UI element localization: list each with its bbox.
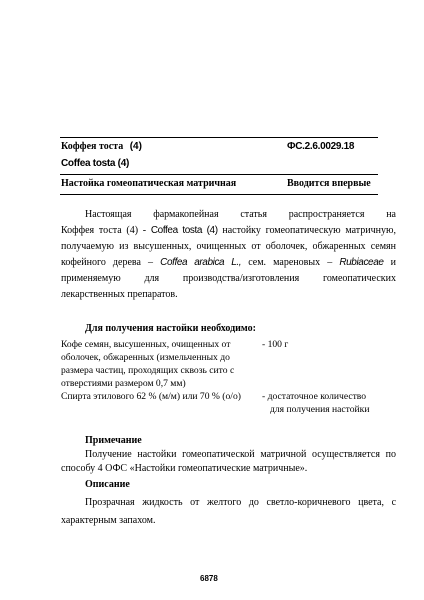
- description-word: жидкость: [142, 497, 183, 508]
- note-line: [85, 449, 396, 460]
- note-line-last: способу 4 ОФС «Настойки гомеопатические матричные».: [61, 463, 308, 474]
- intro-word: производства/изготовления: [182, 273, 300, 284]
- intro-word: Коффея тоста (4): [61, 225, 139, 236]
- intro-word: –: [327, 257, 333, 268]
- header-bottom-rule: [60, 194, 378, 195]
- title-ru-text: Коффея тоста: [61, 141, 124, 152]
- intro-word: на: [386, 209, 396, 220]
- intro-word: настойку гомеопатическую матричную,: [222, 225, 396, 236]
- note-word: осуществляется: [312, 449, 380, 460]
- intro-line: [61, 273, 396, 284]
- intro-word: кофейного дерева: [61, 257, 141, 268]
- item2-text: Спирта этилового 62 % (м/м) или 70 % (о/о): [61, 391, 241, 402]
- article-title-ru: [61, 141, 142, 152]
- note-word: матричной: [260, 449, 307, 460]
- article-subtitle: Настойка гомеопатическая матричная: [61, 178, 237, 189]
- note-word: гомеопатической: [182, 449, 255, 460]
- intro-word-latin: Coffea arabica L.,: [160, 257, 242, 268]
- intro-line-last: лекарственных препаратов.: [61, 289, 178, 300]
- intro-word: и: [390, 257, 396, 268]
- description-word: Прозрачная: [85, 497, 135, 508]
- intro-word: применяемую: [61, 273, 121, 284]
- description-heading: Описание: [85, 479, 130, 490]
- article-title-latin: Coffea tosta (4): [61, 158, 129, 169]
- header-mid-rule: [60, 174, 378, 175]
- description-line: [85, 497, 396, 508]
- intro-line: [61, 241, 396, 252]
- item2-amount-line: для получения настойки: [270, 404, 370, 415]
- introduced-note: Вводится впервые: [287, 178, 371, 189]
- header-top-rule: [60, 137, 378, 138]
- item1-line: оболочек, обжаренных (измельченных до: [61, 352, 230, 363]
- intro-line: [85, 209, 396, 220]
- intro-word: сем. мареновых: [248, 257, 321, 268]
- intro-line: [61, 257, 396, 268]
- note-word: по: [385, 449, 396, 460]
- item1-amount: - 100 г: [262, 339, 289, 350]
- note-word: Получение: [85, 449, 132, 460]
- item1-line: размера частиц, проходящих сквозь сито с: [61, 365, 235, 376]
- note-word: настойки: [137, 449, 177, 460]
- description-word: до: [248, 497, 259, 508]
- title-number-tag: (4): [129, 141, 142, 152]
- intro-word: Настоящая: [85, 209, 132, 220]
- item1-line: Кофе семян, высушенных, очищенных от: [61, 339, 231, 350]
- description-word: цвета,: [358, 497, 384, 508]
- item2-amount-line: - достаточное количество: [262, 391, 367, 402]
- description-word: с: [391, 497, 397, 508]
- intro-word: получаемую из высушенных, очищенных от оболочек, обжаренных семян: [61, 241, 396, 252]
- intro-word: распространяется: [288, 209, 365, 220]
- page-number: 6878: [200, 574, 218, 583]
- note-heading: Примечание: [85, 435, 142, 446]
- intro-word-latin: Coffea tosta (4): [150, 225, 218, 236]
- description-word: светло-коричневого: [266, 497, 351, 508]
- intro-word: –: [148, 257, 154, 268]
- intro-word: статья: [240, 209, 267, 220]
- fs-number: ФС.2.6.0029.18: [287, 141, 355, 152]
- description-word: желтого: [206, 497, 242, 508]
- item1-line: отверстиями размером 0,7 мм): [61, 378, 186, 389]
- composition-heading: Для получения настойки необходимо:: [85, 323, 256, 334]
- intro-word: фармакопейная: [153, 209, 219, 220]
- intro-word: для: [144, 273, 160, 284]
- description-line-last: характерным запахом.: [61, 515, 156, 526]
- intro-line: [61, 225, 396, 236]
- intro-word: гомеопатических: [322, 273, 397, 284]
- intro-word: -: [142, 225, 147, 236]
- description-word: от: [190, 497, 200, 508]
- intro-word-latin: Rubiaceae: [339, 257, 384, 268]
